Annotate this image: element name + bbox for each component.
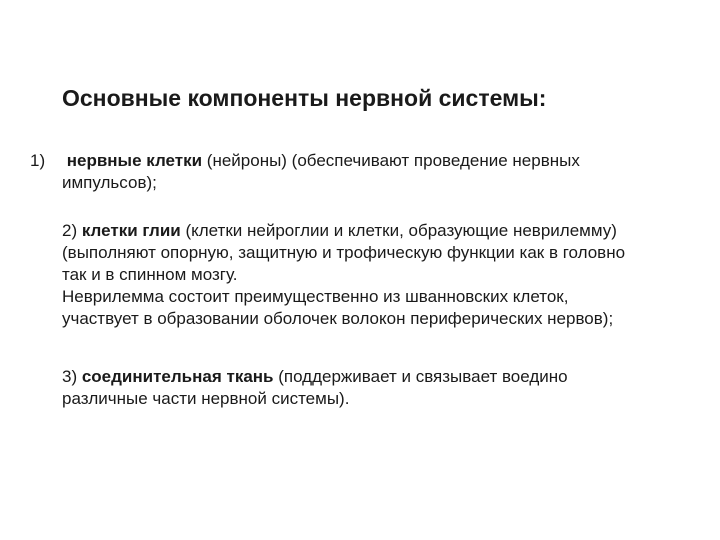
slide-title: Основные компоненты нервной системы:: [62, 85, 547, 111]
item-3-term: соединительная ткань: [81, 367, 274, 386]
item-1-text: [62, 150, 580, 194]
item-3-text: [62, 366, 568, 410]
item-1-line-1-rest: (нейроны) (обеспечивают проведение нервных: [202, 151, 580, 170]
item-1-line-1: [62, 150, 580, 172]
item-2-line-1-rest: (клетки нейроглии и клетки, образующие неврилемму): [180, 221, 617, 240]
item-3-line-1-rest: (поддерживает и связывает воедино: [273, 367, 568, 386]
item-2-term: клетки глии: [81, 221, 181, 240]
item-3-number: 3): [62, 367, 82, 386]
item-3-line-2: различные части нервной системы).: [62, 389, 350, 408]
item-2-line-4: Неврилемма состоит преимущественно из шванновских клеток,: [62, 287, 569, 306]
item-2-line-1: [62, 220, 625, 242]
item-2-text: [62, 220, 625, 330]
item-3-line-1: [62, 366, 568, 388]
item-2-number: 2): [62, 221, 82, 240]
item-2-line-3: так и в спинном мозгу.: [62, 265, 238, 284]
item-1-line-2: импульсов);: [62, 173, 157, 192]
item-1-marker: 1): [30, 151, 46, 170]
item-2-line-5: участвует в образовании оболочек волокон периферических нервов);: [62, 309, 614, 328]
item-2-line-2: (выполняют опорную, защитную и трофическую функции как в головно: [62, 243, 626, 262]
item-1-term: нервные клетки: [66, 151, 203, 170]
